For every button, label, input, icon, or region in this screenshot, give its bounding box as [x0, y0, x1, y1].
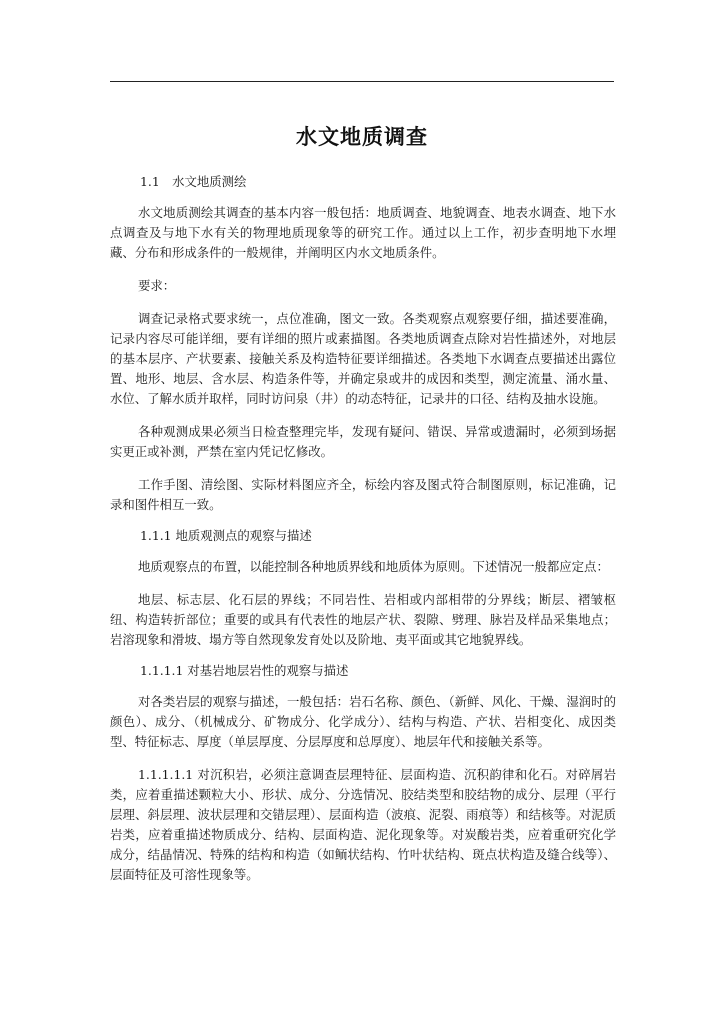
- page-title: 水文地质调查: [296, 125, 428, 149]
- paragraph: 地质观察点的布置，以能控制各种地质界线和地质体为原则。下述情况一般都应定点：: [138, 559, 609, 574]
- paragraph: 地层、标志层、化石层的界线；不同岩性、岩相或内部相带的分界线；断层、褶皱枢纽、构造转折部位；重要的或具有代表性的地层产状、裂隙、劈理、脉岩及样品采集地点；岩溶现象和滑坡、塌方等自然现象发育处以及阶地、夷平面或其它地貌界线。: [110, 592, 616, 647]
- paragraph: 要求：: [138, 278, 176, 293]
- paragraph: 调查记录格式要求统一，点位准确，图文一致。各类观察点观察要仔细，描述要准确，记录内容尽可能详细，要有详细的照片或素描图。各类地质调查点除对岩性描述外，对地层的基本层序、产状要素、接触关系及构造特征要详细描述。各类地下水调查点要描述出露位置、地形、地层、含水层、构造条件等，并确定泉或井的成因和类型，测定流量、涌水量、水位、了解水质并取样，同时访问泉（井）的动态特征，记录井的口径、结构及抽水设施。: [110, 311, 616, 406]
- section-heading: 1.1.1.1 对基岩地层岩性的观察与描述: [140, 663, 349, 678]
- paragraph: 水文地质测绘其调查的基本内容一般包括：地质调查、地貌调查、地表水调查、地下水点调查及与地下水有关的物理地质现象等的研究工作。通过以上工作，初步查明地下水埋藏、分布和形成条件的一般规律，并阐明区内水文地质条件。: [110, 205, 616, 260]
- section-heading: 1.1 水文地质测绘: [140, 174, 247, 189]
- document-body: [110, 172, 616, 885]
- header-rule: [110, 81, 614, 82]
- paragraph: 1.1.1.1.1 对沉积岩，必须注意调查层理特征、层面构造、沉积韵律和化石。对碎屑岩类，应着重描述颗粒大小、形状、成分、分选情况、胶结类型和胶结物的成分、层理（平行层理、斜层理、波状层理和交错层理）、层面构造（波痕、泥裂、雨痕等）和结核等。对泥质岩类，应着重描述物质成分、结构、层面构造、泥化现象等。对炭酸岩类，应着重研究化学成分，结晶情况、特殊的结构和构造（如鲕状结构、竹叶状结构、斑点状构造及缝合线等）、层面特征及可溶性现象等。: [110, 767, 616, 882]
- section-heading: 1.1.1 地质观测点的观察与描述: [140, 528, 312, 543]
- paragraph: 工作手图、清绘图、实际材料图应齐全，标绘内容及图式符合制图原则，标记准确，记录和图件相互一致。: [110, 477, 616, 512]
- paragraph: 各种观测成果必须当日检查整理完毕，发现有疑问、错误、异常或遗漏时，必须到场据实更正或补测，严禁在室内凭记忆修改。: [110, 424, 616, 459]
- paragraph: 对各类岩层的观察与描述，一般包括：岩石名称、颜色、（新鲜、风化、干燥、湿润时的颜色）、成分、（机械成分、矿物成分、化学成分）、结构与构造、产状、岩相变化、成因类型、特征标志、厚度（单层厚度、分层厚度和总厚度）、地层年代和接触关系等。: [110, 694, 616, 749]
